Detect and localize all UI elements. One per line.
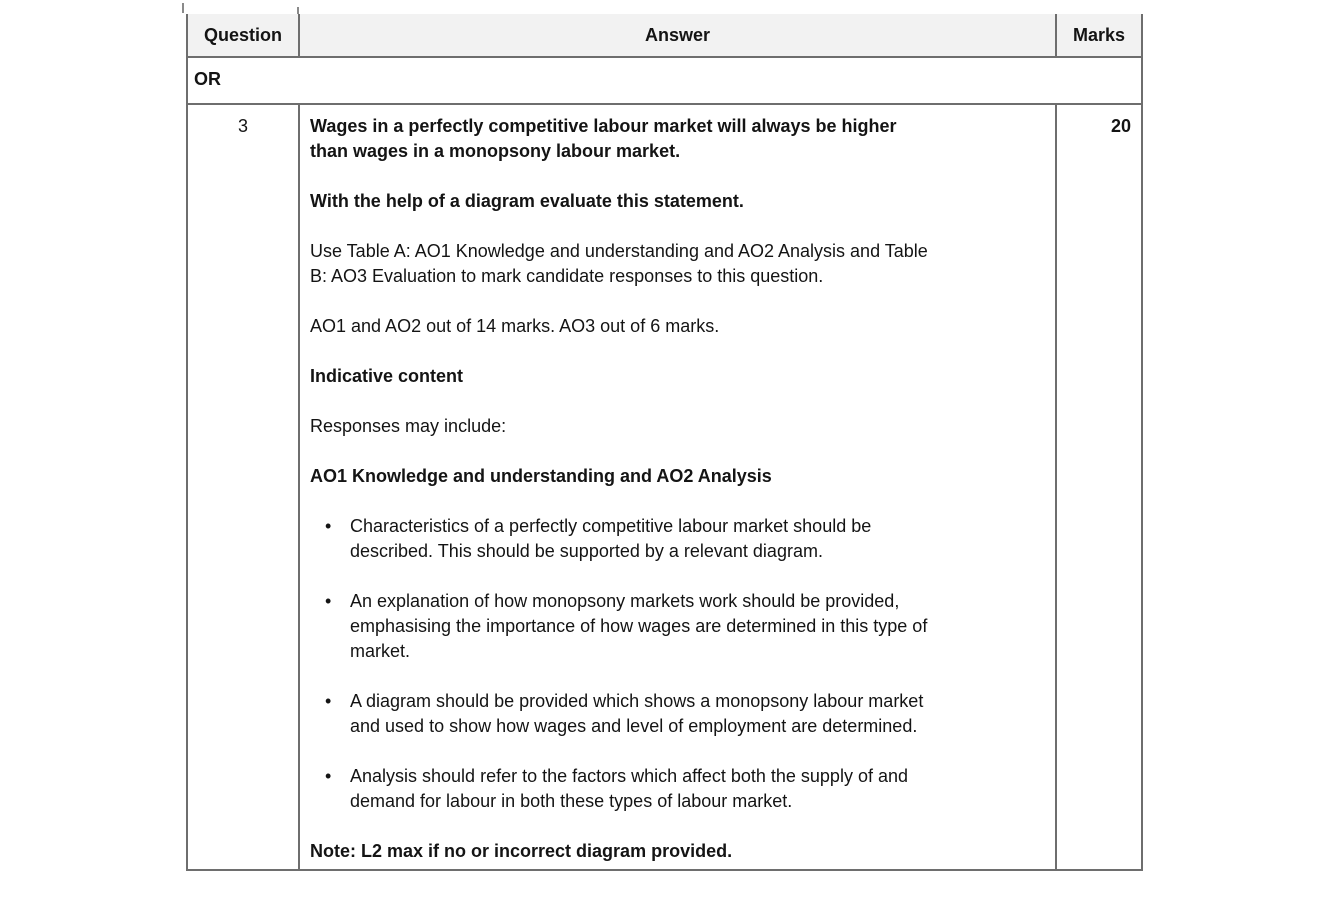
or-row <box>188 58 1141 105</box>
bullet-icon: • <box>325 691 332 711</box>
text-line: With the help of a diagram evaluate this statement. <box>310 191 744 211</box>
bullet-item <box>310 764 1045 814</box>
table-header-row <box>188 14 1141 58</box>
bullet-item <box>310 514 1045 564</box>
bullet-icon: • <box>325 591 332 611</box>
text-line: An explanation of how monopsony markets work should be provided, <box>350 591 900 611</box>
mark-scheme-table <box>186 14 1143 871</box>
answer-cell <box>300 105 1057 869</box>
responses-intro <box>310 414 1045 439</box>
indicative-content-heading <box>310 364 1045 389</box>
bullet-text <box>350 764 1045 814</box>
header-answer-label: Answer <box>644 24 711 45</box>
text-line: described. This should be supported by a relevant diagram. <box>350 541 823 561</box>
marks-cell <box>1057 105 1141 869</box>
header-cell-question <box>188 14 300 56</box>
text-line: than wages in a monopsony labour market. <box>310 141 681 161</box>
bullet-icon: • <box>325 516 332 536</box>
text-line: and used to show how wages and level of employment are determined. <box>350 716 918 736</box>
question-number: 3 <box>237 116 248 136</box>
text-line: emphasising the importance of how wages are determined in this type of <box>350 616 928 636</box>
bullet-icon: • <box>325 766 332 786</box>
bullet-item <box>310 689 1045 739</box>
ao-heading <box>310 464 1045 489</box>
marks-value: 20 <box>1110 116 1131 136</box>
bullet-text <box>350 689 1045 739</box>
bullet-item <box>310 589 1045 664</box>
text-line: Wages in a perfectly competitive labour market will always be higher <box>310 116 897 136</box>
text-line: AO1 Knowledge and understanding and AO2 Analysis <box>310 466 772 486</box>
page-artifact-tick <box>297 7 299 14</box>
text-line: Analysis should refer to the factors which affect both the supply of and <box>350 766 908 786</box>
task-instruction <box>310 189 1045 214</box>
marking-instruction <box>310 239 1045 289</box>
bullet-text <box>350 589 1045 664</box>
text-line: Use Table A: AO1 Knowledge and understanding and AO2 Analysis and Table <box>310 241 928 261</box>
text-line: market. <box>350 641 411 661</box>
header-cell-marks <box>1057 14 1141 56</box>
text-line: B: AO3 Evaluation to mark candidate responses to this question. <box>310 266 824 286</box>
header-question-label: Question <box>203 24 282 45</box>
header-cell-answer <box>300 14 1057 56</box>
page-artifact-tick <box>182 3 184 13</box>
text-line: demand for labour in both these types of labour market. <box>350 791 793 811</box>
question-row <box>188 105 1141 869</box>
text-line: Indicative content <box>310 366 464 386</box>
question-number-cell <box>188 105 300 869</box>
marks-breakdown <box>310 314 1045 339</box>
question-statement <box>310 114 1045 164</box>
text-line: AO1 and AO2 out of 14 marks. AO3 out of 6 marks. <box>310 316 720 336</box>
text-line: Characteristics of a perfectly competitive labour market should be <box>350 516 872 536</box>
or-label: OR <box>194 69 221 89</box>
bullet-text <box>350 514 1045 564</box>
header-marks-label: Marks <box>1072 24 1126 45</box>
text-line: Responses may include: <box>310 416 507 436</box>
text-line: Note: L2 max if no or incorrect diagram provided. <box>310 841 733 861</box>
text-line: A diagram should be provided which shows a monopsony labour market <box>350 691 924 711</box>
note-line <box>310 839 1045 864</box>
